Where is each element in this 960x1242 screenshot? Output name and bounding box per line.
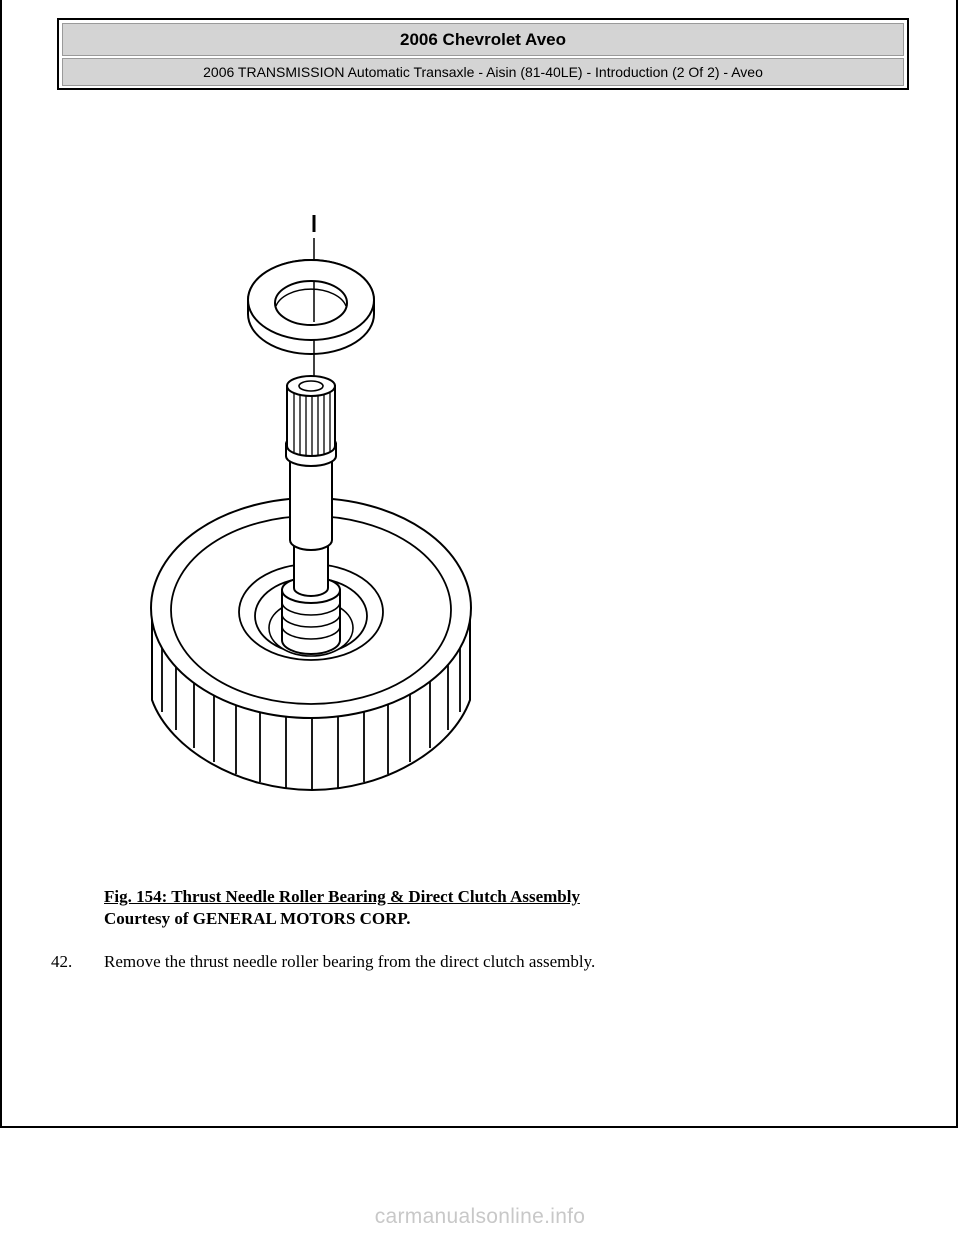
thrust-bearing-washer xyxy=(248,260,374,354)
figure-caption xyxy=(104,886,580,930)
clutch-assembly-illustration xyxy=(120,195,520,795)
step-number: 42. xyxy=(51,952,73,971)
document-header xyxy=(57,18,909,90)
figure-courtesy: Courtesy of GENERAL MOTORS CORP. xyxy=(104,909,411,928)
step-text: Remove the thrust needle roller bearing from the direct clutch assembly. xyxy=(104,952,596,971)
header-subtitle: 2006 TRANSMISSION Automatic Transaxle - Aisin (81-40LE) - Introduction (2 Of 2) - Aveo xyxy=(62,58,904,86)
watermark: carmanualsonline.info xyxy=(374,1205,586,1228)
input-shaft xyxy=(282,376,340,654)
procedure-step xyxy=(51,951,595,973)
header-title: 2006 Chevrolet Aveo xyxy=(62,23,904,56)
figure-title: Fig. 154: Thrust Needle Roller Bearing & Direct Clutch Assembly xyxy=(104,887,580,906)
